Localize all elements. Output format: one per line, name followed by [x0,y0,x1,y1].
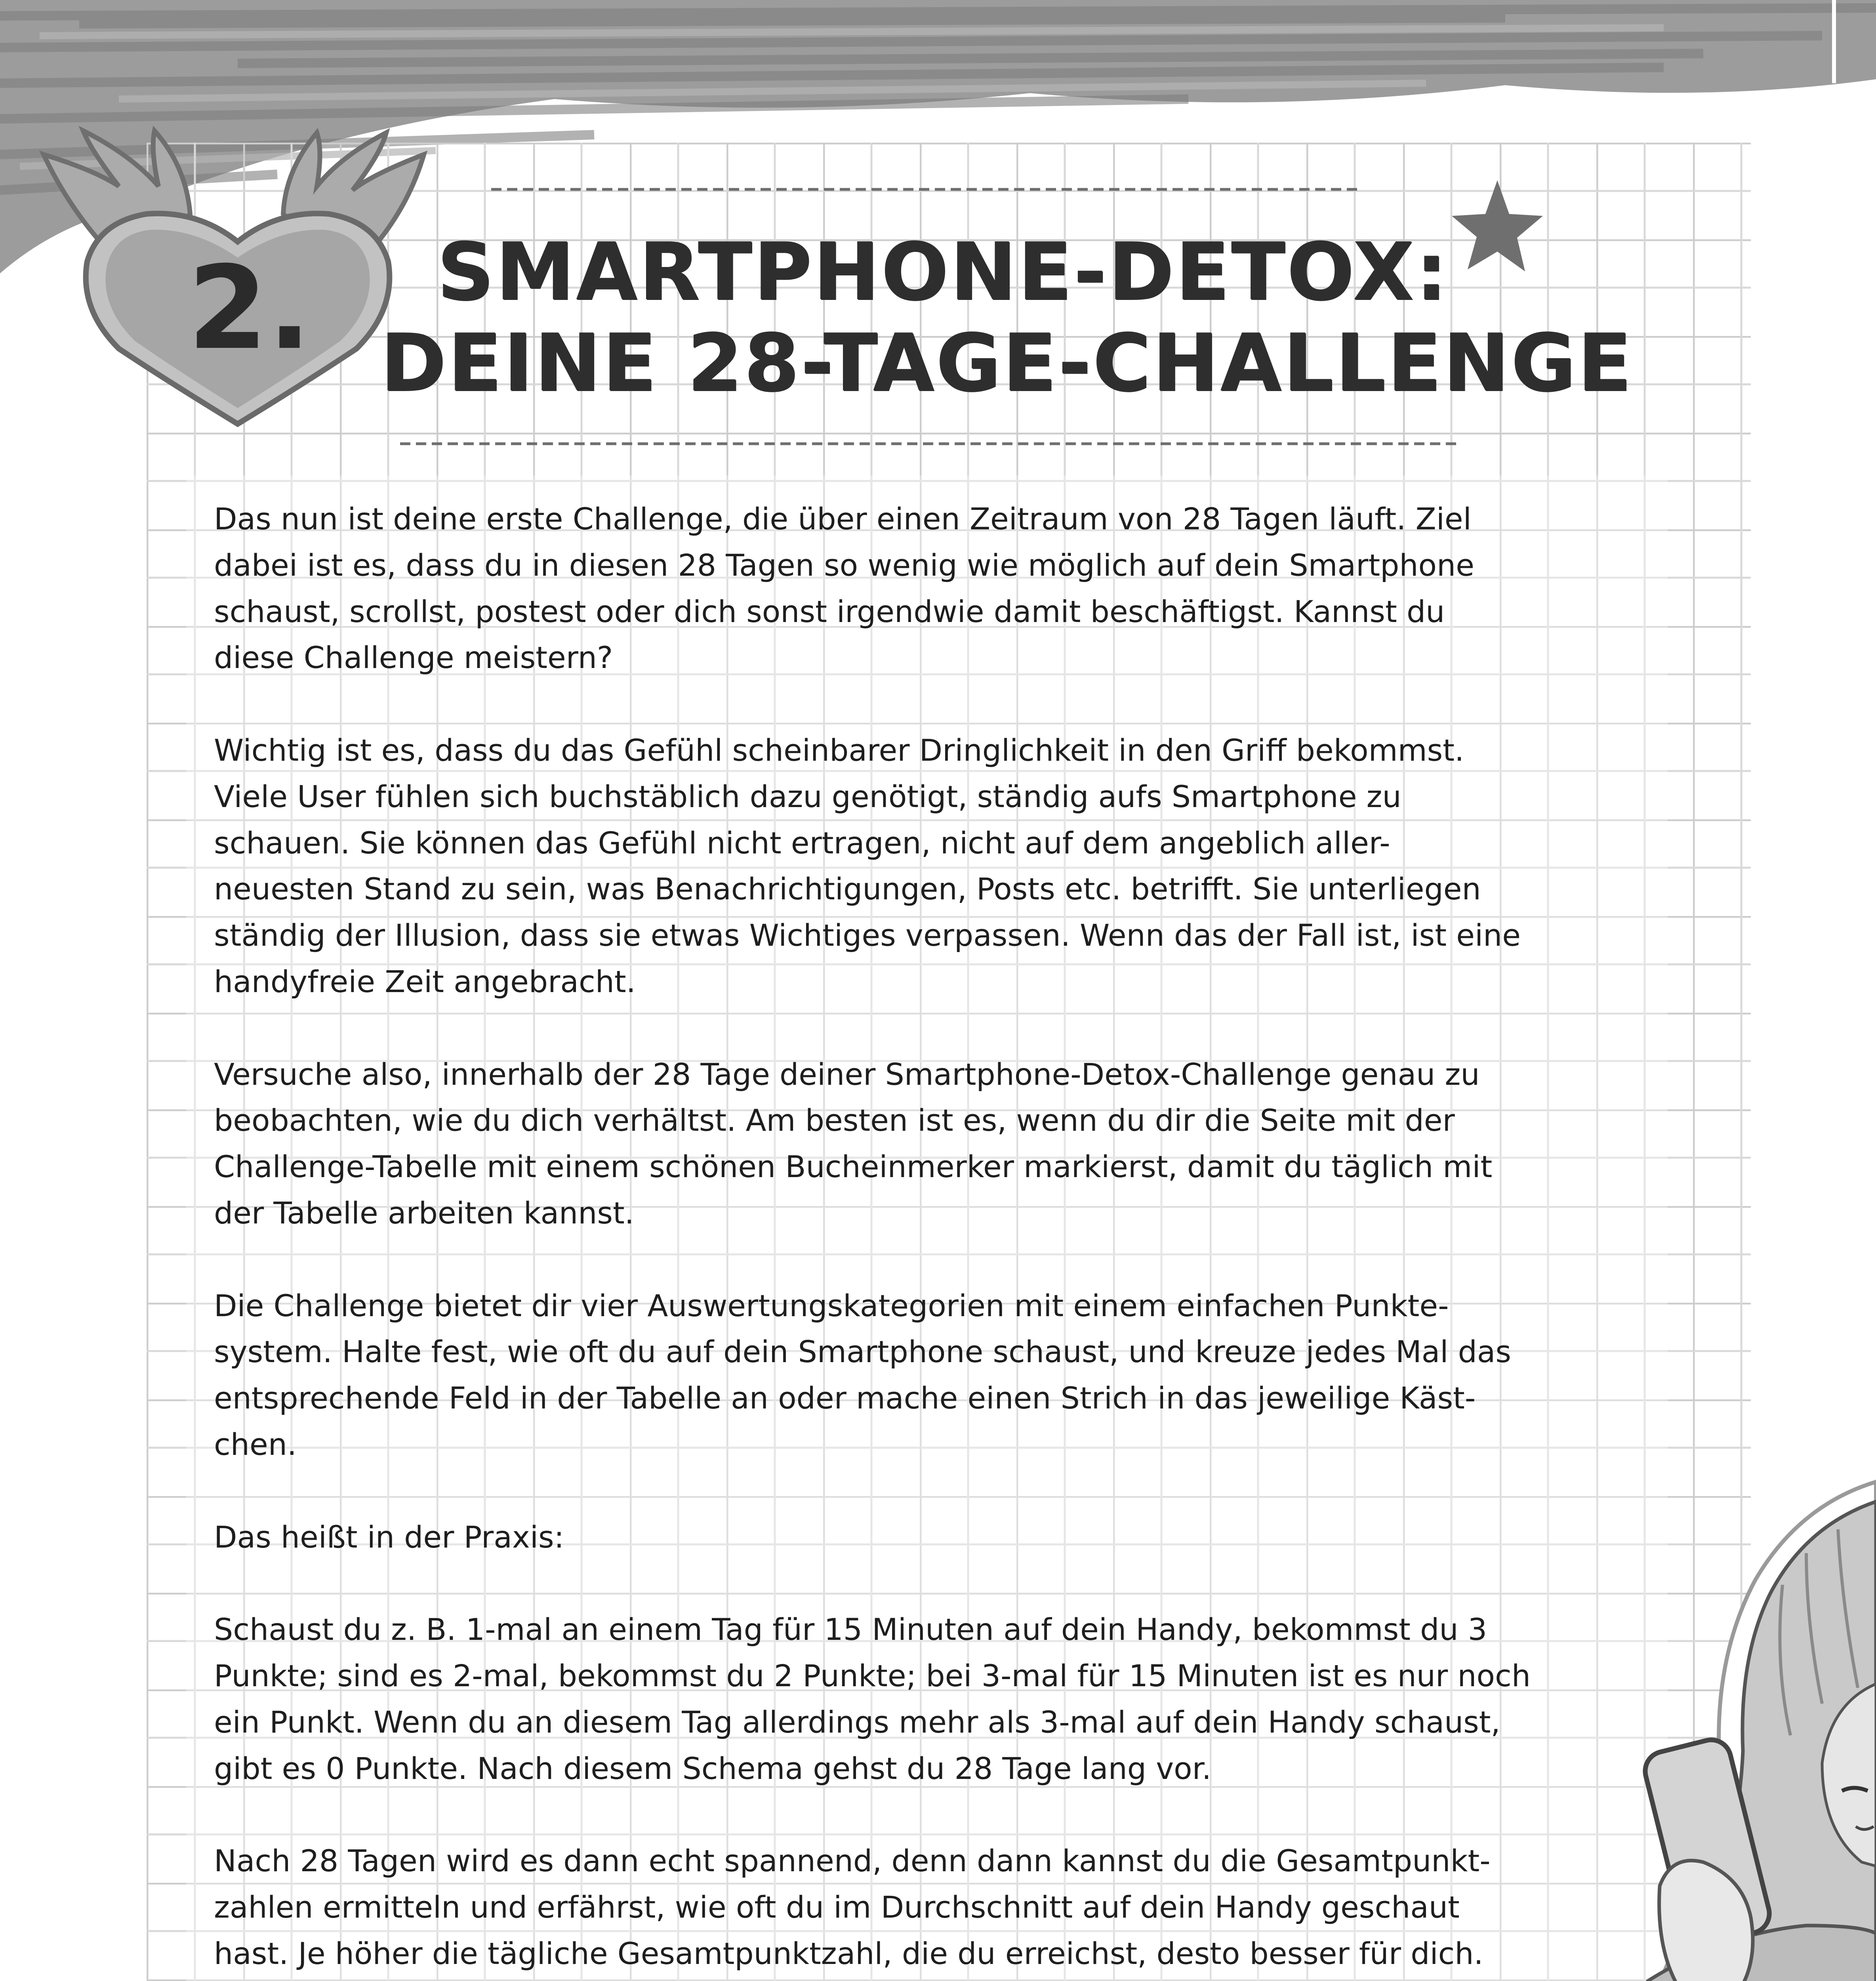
text-line: dabei ist es, dass du in diesen 28 Tagen so wenig wie möglich auf dein Smartphone [214,547,1474,583]
text-line: Challenge-Tabelle mit einem schönen Bucheinmerker markierst, damit du täglich mit [214,1149,1493,1185]
text-line: system. Halte fest, wie oft du auf dein Smartphone schaust, und kreuze jedes Mal das [214,1334,1511,1370]
text-line: schaust, scrollst, postest oder dich sonst irgendwie damit beschäftigst. Kannst du [214,594,1445,629]
text-line: schauen. Sie können das Gefühl nicht ertragen, nicht auf dem angeblich aller- [214,825,1390,861]
chapter-number: 2. [188,242,311,375]
chapter-title-line-2: DEINE 28-TAGE-CHALLENGE [380,317,1633,409]
chapter-title-line-1: SMARTPHONE-DETOX: [437,226,1449,318]
text-line: der Tabelle arbeiten kannst. [214,1195,634,1231]
text-line: Viele User fühlen sich buchstäblich dazu genötigt, ständig aufs Smartphone zu [214,779,1401,814]
text-line: beobachten, wie du dich verhältst. Am besten ist es, wenn du dir die Seite mit der [214,1103,1455,1138]
text-line: gibt es 0 Punkte. Nach diesem Schema gehst du 28 Tage lang vor. [214,1750,1212,1786]
text-line: chen. [214,1426,297,1462]
text-line: Das nun ist deine erste Challenge, die über einen Zeitraum von 28 Tagen läuft. Ziel [214,501,1472,536]
text-line: Wichtig ist es, dass du das Gefühl scheinbarer Dringlichkeit in den Griff bekommst. [214,732,1464,768]
text-line: neuesten Stand zu sein, was Benachrichtigungen, Posts etc. betrifft. Sie unterliegen [214,871,1481,907]
text-line: Versuche also, innerhalb der 28 Tage deiner Smartphone-Detox-Challenge genau zu [214,1056,1480,1092]
text-line: diese Challenge meistern? [214,640,613,676]
text-line: Nach 28 Tagen wird es dann echt spannend, denn dann kannst du die Gesamtpunkt- [214,1843,1491,1879]
text-line: handyfreie Zeit angebracht. [214,964,636,999]
text-line: Punkte; sind es 2-mal, bekommst du 2 Punkte; bei 3-mal für 15 Minuten ist es nur noch [214,1658,1531,1693]
text-line: ständig der Illusion, dass sie etwas Wichtiges verpassen. Wenn das der Fall ist, ist eine [214,918,1521,953]
text-line: Die Challenge bietet dir vier Auswertungskategorien mit einem einfachen Punkte- [214,1288,1449,1323]
text-line: Das heißt in der Praxis: [214,1519,564,1555]
text-line: entsprechende Feld in der Tabelle an oder mache einen Strich in das jeweilige Käst- [214,1380,1476,1416]
text-line: zahlen ermitteln und erfährst, wie oft du im Durchschnitt auf dein Handy geschaut [214,1889,1460,1925]
text-line: Schaust du z. B. 1-mal an einem Tag für 15 Minuten auf dein Handy, bekommst du 3 [214,1612,1487,1647]
text-line: ein Punkt. Wenn du an diesem Tag allerdings mehr als 3-mal auf dein Handy schaust, [214,1704,1500,1740]
text-line: hast. Je höher die tägliche Gesamtpunktzahl, die du erreichst, desto besser für dich. [214,1935,1483,1971]
